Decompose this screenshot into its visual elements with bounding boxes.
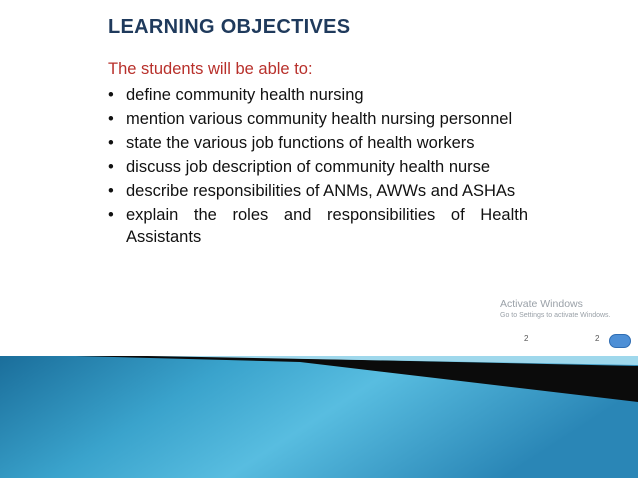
page-number-right: 2 — [595, 334, 600, 343]
objectives-list — [108, 84, 528, 250]
watermark-title: Activate Windows — [500, 298, 583, 310]
page-number-left: 2 — [524, 334, 529, 343]
objective-item: • define community health nursing — [108, 84, 528, 106]
activate-windows-watermark — [500, 298, 611, 321]
watermark-subtitle: Go to Settings to activate Windows. — [500, 312, 611, 319]
intro-text: The students will be able to: — [108, 60, 313, 78]
objective-item: • state the various job functions of health workers — [108, 132, 528, 154]
objective-item: • mention various community health nursing personnel — [108, 108, 528, 130]
objective-item: • describe responsibilities of ANMs, AWWs and ASHAs — [108, 180, 528, 202]
objective-item: • explain the roles and responsibilities of Health Assistants — [108, 204, 528, 248]
slide-badge-icon[interactable] — [609, 334, 631, 348]
slide-title: LEARNING OBJECTIVES — [108, 16, 351, 38]
objective-item: • discuss job description of community health nurse — [108, 156, 528, 178]
